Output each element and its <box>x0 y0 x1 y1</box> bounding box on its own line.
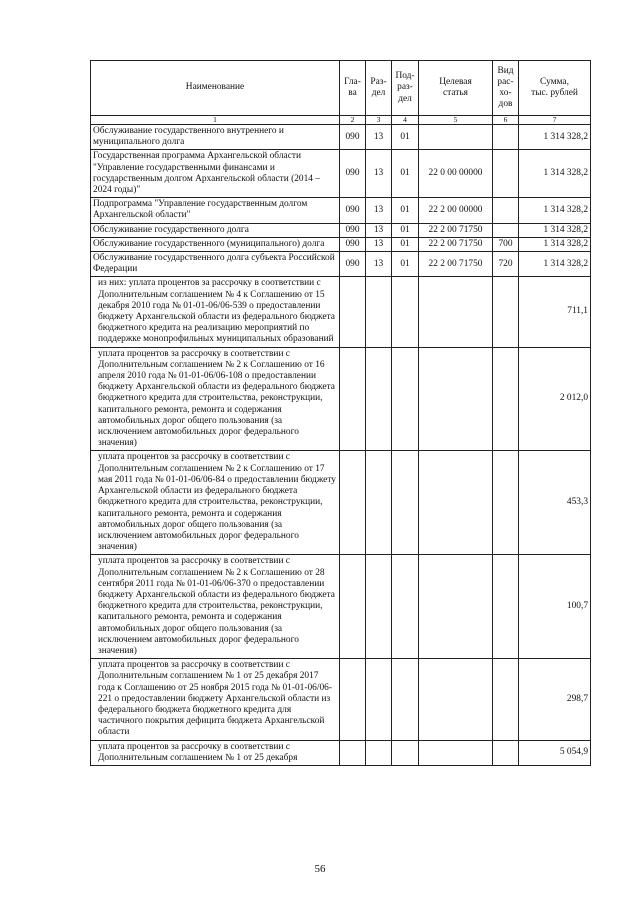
column-number: 2 <box>340 116 366 125</box>
cell-section <box>366 451 392 555</box>
cell-section <box>366 659 392 740</box>
budget-table <box>90 60 591 766</box>
cell-expense-type <box>493 740 519 765</box>
column-number: 1 <box>91 116 340 125</box>
cell-subsection: 01 <box>392 125 419 150</box>
cell-name: Обслуживание государственного долга <box>91 223 340 237</box>
cell-chapter: 090 <box>340 198 366 223</box>
cell-chapter <box>340 555 366 659</box>
cell-expense-type <box>493 198 519 223</box>
cell-target <box>419 555 493 659</box>
cell-chapter: 090 <box>340 252 366 277</box>
cell-amount: 1 314 328,2 <box>519 150 591 198</box>
cell-target <box>419 659 493 740</box>
table-row <box>91 150 591 198</box>
cell-target <box>419 277 493 347</box>
cell-name: уплата процентов за рассрочку в соответствии с Дополнительным соглашением № 2 к Соглашению от 28 сентября 2011 года № 01-01-06/06-370 о предоставлении бюджету Архангельской области из федерального бюджета бюджетного кредита для строительства, реконструкции, капитального ремонта, ремонта и содержания автомобильных дорог общего пользования (за исключением автомобильных дорог федерального значения) <box>91 555 340 659</box>
col-amount-header: Сумма, тыс. рублей <box>519 61 591 116</box>
table-row <box>91 451 591 555</box>
cell-subsection <box>392 740 419 765</box>
cell-expense-type <box>493 125 519 150</box>
cell-chapter <box>340 659 366 740</box>
column-number: 3 <box>366 116 392 125</box>
cell-name: уплата процентов за рассрочку в соответствии с Дополнительным соглашением № 1 от 25 декабря <box>91 740 340 765</box>
col-name-header: Наименование <box>91 61 340 116</box>
cell-subsection: 01 <box>392 223 419 237</box>
cell-subsection: 01 <box>392 198 419 223</box>
cell-expense-type <box>493 347 519 451</box>
table-row <box>91 252 591 277</box>
cell-section: 13 <box>366 125 392 150</box>
cell-amount: 298,7 <box>519 659 591 740</box>
cell-subsection <box>392 277 419 347</box>
cell-expense-type <box>493 555 519 659</box>
cell-amount: 1 314 328,2 <box>519 223 591 237</box>
cell-name: Обслуживание государственного долга субъекта Российской Федерации <box>91 252 340 277</box>
cell-subsection <box>392 555 419 659</box>
cell-section: 13 <box>366 150 392 198</box>
cell-name: уплата процентов за рассрочку в соответствии с Дополнительным соглашением № 2 к Соглашению от 17 мая 2011 года № 01-01-06/06-84 о предоставлении бюджету Архангельской области из федерального бюджета бюджетного кредита для строительства, реконструкции, капитального ремонта, ремонта и содержания автомобильных дорог общего пользования (за исключением автомобильных дорог федерального значения) <box>91 451 340 555</box>
cell-subsection <box>392 451 419 555</box>
column-number: 7 <box>519 116 591 125</box>
table-row <box>91 237 591 251</box>
cell-target <box>419 451 493 555</box>
cell-section <box>366 740 392 765</box>
cell-name: из них: уплата процентов за рассрочку в соответствии с Дополнительным соглашением № 4 к Соглашению от 15 декабря 2010 года № 01-01-06/06-539 о предоставлении бюджету Архангельской области из федерального бюджета бюджетного кредита на реализацию мероприятий по поддержке монопрофильных муниципальных образований <box>91 277 340 347</box>
table-row <box>91 125 591 150</box>
cell-chapter: 090 <box>340 150 366 198</box>
table-row <box>91 198 591 223</box>
cell-section: 13 <box>366 198 392 223</box>
cell-amount: 1 314 328,2 <box>519 198 591 223</box>
cell-target: 22 2 00 00000 <box>419 198 493 223</box>
table-row <box>91 347 591 451</box>
page-number: 56 <box>314 863 326 875</box>
column-number: 4 <box>392 116 419 125</box>
cell-target: 22 2 00 71750 <box>419 223 493 237</box>
cell-section <box>366 277 392 347</box>
col-section-header: Раз- дел <box>366 61 392 116</box>
col-subsection-header: Под- раз- дел <box>392 61 419 116</box>
cell-chapter: 090 <box>340 125 366 150</box>
cell-target: 22 2 00 71750 <box>419 237 493 251</box>
cell-target <box>419 125 493 150</box>
cell-chapter <box>340 740 366 765</box>
cell-name: Подпрограмма "Управление государственным долгом Архангельской области" <box>91 198 340 223</box>
cell-section: 13 <box>366 223 392 237</box>
table-body <box>91 125 591 766</box>
cell-target <box>419 347 493 451</box>
table-row <box>91 740 591 765</box>
cell-expense-type <box>493 451 519 555</box>
cell-chapter <box>340 451 366 555</box>
cell-subsection <box>392 659 419 740</box>
document-page <box>90 60 590 766</box>
cell-amount: 711,1 <box>519 277 591 347</box>
cell-subsection <box>392 347 419 451</box>
cell-expense-type: 720 <box>493 252 519 277</box>
cell-section: 13 <box>366 252 392 277</box>
cell-section <box>366 555 392 659</box>
cell-amount: 5 054,9 <box>519 740 591 765</box>
cell-expense-type <box>493 277 519 347</box>
cell-expense-type <box>493 223 519 237</box>
column-number: 5 <box>419 116 493 125</box>
column-number-row <box>91 116 591 125</box>
table-row <box>91 277 591 347</box>
cell-amount: 1 314 328,2 <box>519 237 591 251</box>
cell-name: Обслуживание государственного (муниципального) долга <box>91 237 340 251</box>
cell-name: Обслуживание государственного внутреннего и муниципального долга <box>91 125 340 150</box>
cell-section: 13 <box>366 237 392 251</box>
cell-subsection: 01 <box>392 237 419 251</box>
col-target-header: Целевая статья <box>419 61 493 116</box>
cell-name: уплата процентов за рассрочку в соответствии с Дополнительным соглашением № 1 от 25 декабря 2017 года к Соглашению от 25 ноября 2015 года № 01-01-06/06-221 о предоставлении бюджету Архангельской области из федерального бюджета бюджетного кредита для частичного покрытия дефицита бюджета Архангельской области <box>91 659 340 740</box>
header-row <box>91 61 591 116</box>
cell-name: Государственная программа Архангельской области "Управление государственными финансами и государственным долгом Архангельской области (2014 – 2024 годы)" <box>91 150 340 198</box>
cell-subsection: 01 <box>392 150 419 198</box>
cell-amount: 100,7 <box>519 555 591 659</box>
cell-amount: 1 314 328,2 <box>519 125 591 150</box>
cell-section <box>366 347 392 451</box>
cell-expense-type <box>493 150 519 198</box>
cell-expense-type <box>493 659 519 740</box>
cell-amount: 2 012,0 <box>519 347 591 451</box>
cell-chapter: 090 <box>340 237 366 251</box>
cell-chapter <box>340 277 366 347</box>
cell-chapter: 090 <box>340 223 366 237</box>
table-row <box>91 659 591 740</box>
cell-target: 22 2 00 71750 <box>419 252 493 277</box>
table-row <box>91 223 591 237</box>
cell-amount: 1 314 328,2 <box>519 252 591 277</box>
col-expense-type-header: Вид рас- хо- дов <box>493 61 519 116</box>
cell-name: уплата процентов за рассрочку в соответствии с Дополнительным соглашением № 2 к Соглашению от 16 апреля 2010 года № 01-01-06/06-108 о предоставлении бюджету Архангельской области из федерального бюджета бюджетного кредита для строительства, реконструкции, капитального ремонта, ремонта и содержания автомобильных дорог общего пользования (за исключением автомобильных дорог федерального значения) <box>91 347 340 451</box>
cell-amount: 453,3 <box>519 451 591 555</box>
cell-subsection: 01 <box>392 252 419 277</box>
cell-expense-type: 700 <box>493 237 519 251</box>
col-chapter-header: Гла- ва <box>340 61 366 116</box>
cell-target <box>419 740 493 765</box>
cell-target: 22 0 00 00000 <box>419 150 493 198</box>
column-number: 6 <box>493 116 519 125</box>
table-row <box>91 555 591 659</box>
cell-chapter <box>340 347 366 451</box>
